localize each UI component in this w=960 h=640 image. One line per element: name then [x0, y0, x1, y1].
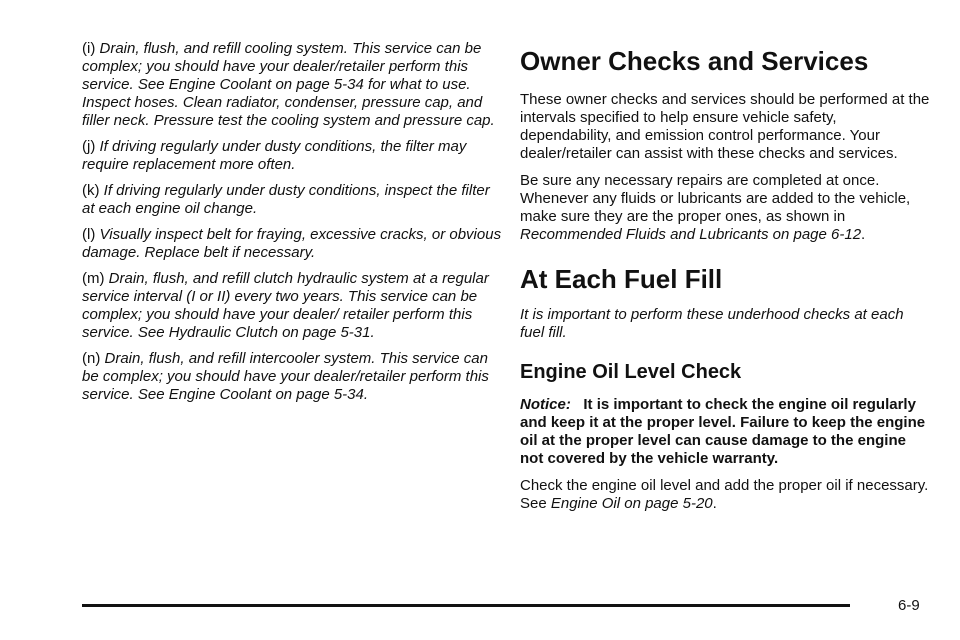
fuel-fill-paragraph: It is important to perform these underhood checks at each fuel fill. — [520, 306, 904, 341]
oil-level-heading: Engine Oil Level Check — [520, 361, 742, 383]
footnote-text: Drain, flush, and refill clutch hydraulic system at a regular service interval (I or II) every two years. This service can be complex; you should have your dealer/ retailer perform this service. See Hydraulic Clutch on page 5-31. — [82, 270, 489, 341]
fluids-reference-link[interactable]: Recommended Fluids and Lubricants on page 6-12 — [520, 226, 862, 243]
footer-rule — [82, 604, 850, 607]
footnote-text: Drain, flush, and refill cooling system. This service can be complex; you should have your dealer/retailer perform this service. See Engine Coolant on page 5-34 for what to use. Inspect hoses. Clean radiator, condenser, pressure cap, and filler neck. Pressure test the cooling system and pressure cap. — [82, 40, 495, 129]
owner-checks-heading: Owner Checks and Services — [520, 46, 869, 76]
repairs-text: Be sure any necessary repairs are completed at once. Whenever any fluids or lubricants are added to the vehicle, make sure they are the proper ones, as shown in — [520, 172, 911, 225]
footnote-tag: (j) — [82, 138, 96, 155]
footnote-k — [82, 182, 502, 218]
oil-check-text: Check the engine oil level and add the proper oil if necessary. See — [520, 477, 929, 512]
notice-block — [520, 396, 930, 468]
fuel-fill-heading: At Each Fuel Fill — [520, 264, 723, 294]
right-column — [520, 40, 930, 522]
footnote-text: Drain, flush, and refill intercooler system. This service can be complex; you should have your dealer/retailer perform this service. See Engine Coolant on page 5-34. — [82, 350, 489, 403]
footnote-n — [82, 350, 502, 404]
footnote-m — [82, 270, 502, 342]
footnote-tag: (i) — [82, 40, 96, 57]
notice-label: Notice: — [520, 396, 571, 413]
footnote-text: If driving regularly under dusty conditions, inspect the filter at each engine oil change. — [82, 182, 490, 217]
footnote-tag: (m) — [82, 270, 105, 287]
engine-oil-reference-link[interactable]: Engine Oil on page 5-20 — [550, 495, 713, 512]
page-number: 6-9 — [898, 597, 920, 614]
footnote-tag: (n) — [82, 350, 101, 367]
notice-text: It is important to check the engine oil regularly and keep it at the proper level. Failure to keep the engine oil at the proper level can cause damage to the engine not covered by the vehicle warranty. — [520, 396, 926, 467]
oil-check-paragraph — [520, 477, 930, 513]
footnote-i — [82, 40, 502, 130]
oil-check-end: . — [712, 495, 717, 512]
footnote-tag: (l) — [82, 226, 96, 243]
owner-checks-paragraph: These owner checks and services should be performed at the intervals specified to help ensure vehicle safety, dependability, and emission control performance. Your dealer/retailer can assist with these checks and services. — [520, 91, 930, 162]
footnote-text: If driving regularly under dusty conditions, the filter may require replacement more often. — [82, 138, 467, 173]
repairs-paragraph — [520, 172, 930, 244]
footnote-text: Visually inspect belt for fraying, excessive cracks, or obvious damage. Replace belt if necessary. — [82, 226, 502, 261]
footnote-j — [82, 138, 502, 174]
footnote-tag: (k) — [82, 182, 100, 199]
footnote-l — [82, 226, 502, 262]
repairs-end: . — [861, 226, 866, 243]
left-column — [82, 40, 502, 412]
